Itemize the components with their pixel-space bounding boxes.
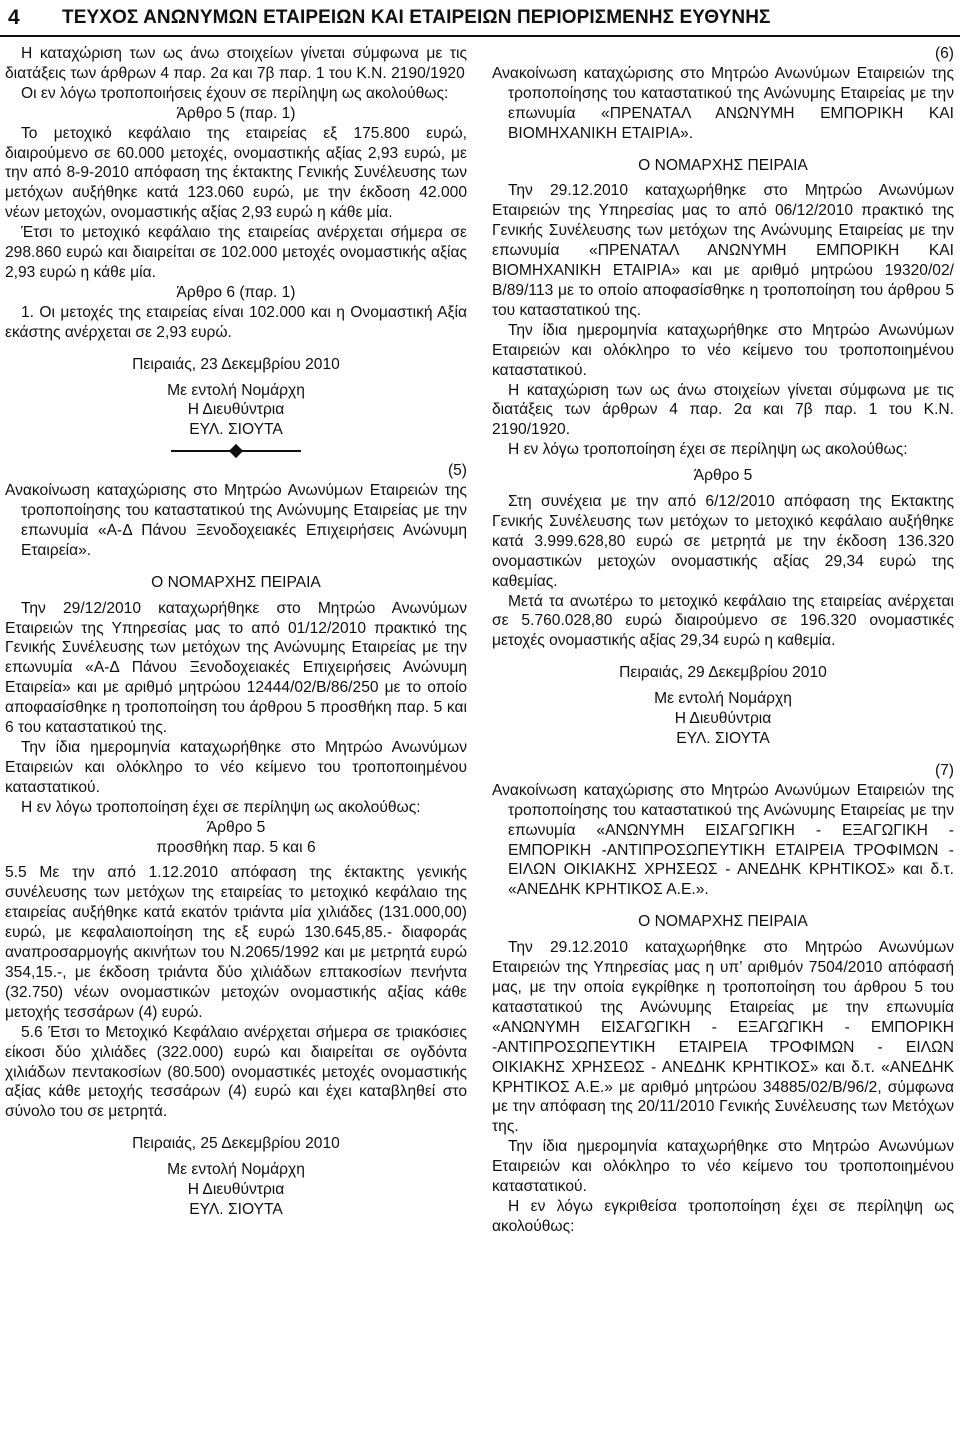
signature-title: Η Διευθύντρια	[187, 401, 285, 419]
announcement-number: (5)	[447, 462, 467, 480]
paragraph: 5.5 Με την από 1.12.2010 απόφαση της έκτακτης γενικής συνέλευσης των μετόχων της εταιρείας το μετοχικό κεφάλαιο της εταιρείας αυξήθηκε κατά εκατόν τριάντα μία χιλιάδες (131.000,00) ευρώ, με κεφαλαιοποίηση της εξ ευρώ 130.645,85.- διαφοράς αναπροσαρμογής ακινήτων του Ν.2065/1992 και με μετρητά ευρώ 354,15.-, με έκδοση τριάντα δύο χιλιάδων επτακοσίων πενήντα (32.750) νέων ονομαστικών μετοχών ονομαστικής αξίας κάθε μετοχής τεσσάρων (4) ευρώ.	[5, 864, 467, 1021]
paragraph: Έτσι το μετοχικό κεφάλαιο της εταιρείας ανέρχεται σήμερα σε 298.860 ευρώ και διαιρείται σε 102.000 μετοχές ονομαστικής αξίας 2,93 ευρώ η κάθε μία.	[5, 224, 467, 281]
page-header	[8, 3, 952, 33]
article-heading: Άρθρο 6 (παρ. 1)	[176, 283, 296, 301]
paragraph: Την 29.12.2010 καταχωρήθηκε στο Μητρώο Ανωνύμων Εταιρειών της Υπηρεσίας μας το από 06/12/2010 πρακτικό της Γενικής Συνέλευσης των μετόχων της Ανώνυμης Εταιρείας με την επωνυμία «ΠΡΕΝΑΤΑΛ ΑΝΩΝΥΜΗ ΕΜΠΟΡΙΚΗ ΚΑΙ ΒΙΟΜΗΧΑΝΙΚΗ ΕΤΑΙΡΙΑ» και με αριθμό μητρώου 19320/02/Β/89/113 με το οποίο αποφασίσθηκε η τροποποίηση του άρθρου 5 του καταστατικού της.	[492, 182, 954, 319]
article-heading: Άρθρο 5 (παρ. 1)	[176, 104, 296, 122]
paragraph: Την ίδια ημερομηνία καταχωρήθηκε στο Μητρώο Ανωνύμων Εταιρειών και ολόκληρο το νέο κείμενο του τροποποιημένου καταστατικού.	[492, 1138, 954, 1196]
announcement-title: Ανακοίνωση καταχώρισης στο Μητρώο Ανωνύμων Εταιρειών της τροποποίησης του καταστατικού της Ανώνυμης Εταιρείας με την επωνυμία «ΑΝΩΝΥΜΗ ΕΙΣΑΓΩΓΙΚΗ - ΕΞΑΓΩΓΙΚΗ - ΕΜΠΟΡΙΚΗ -ΑΝΤΙΠΡΟΣΩΠΕΥΤΙΚΗ ΕΤΑΙΡΕΙΑ ΤΡΟΦΙΜΩΝ - ΕΙΛΩΝ ΟΙΚΙΑΚΗΣ ΧΡΗΣΕΩΣ - ΑΝΕΔΗΚ ΚΡΗΤΙΚΟΣ» και δ.τ. «ΑΝΕΔΗΚ ΚΡΗΤΙΚΟΣ Α.Ε.».	[492, 781, 954, 899]
diamond-ornament-icon	[229, 444, 243, 458]
announcement-number: (7)	[934, 761, 954, 779]
signature-line: Με εντολή Νομάρχη	[654, 690, 792, 708]
paragraph: Το μετοχικό κεφάλαιο της εταιρείας εξ 175.800 ευρώ, διαιρούμενο σε 60.000 μετοχές, ονομαστικής αξίας 2,93 ευρώ, με την από 8-9-2010 απόφαση της έκτακτης Γενικής Συνέλευσης των μετόχων αυξήθηκε κατά 123.060 ευρώ, με την έκδοση 42.000 νέων μετοχών, ονομαστικής αξίας 2,93 ευρώ η κάθε μία.	[5, 124, 467, 222]
paragraph: Την 29/12/2010 καταχωρήθηκε στο Μητρώο Ανωνύμων Εταιρειών της Υπηρεσίας μας το από 01/12/2010 πρακτικό της Γενικής Συνέλευσης των μετόχων της Ανώνυμης Εταιρείας με την επωνυμία «Α-Δ Πάνου Ξενοδοχειακές Επιχειρήσεις Ανώνυμη Εταιρεία» και με αριθμό μητρώου 12444/02/Β/86/250 με το οποίο αποφασίσθηκε η τροποποίηση του άρθρου 5 προσθήκη παρ. 5 και 6 του καταστατικού της.	[5, 599, 467, 737]
place-date: Πειραιάς, 29 Δεκεμβρίου 2010	[619, 664, 827, 682]
page-number: 4	[8, 6, 20, 29]
article-subheading: προσθήκη παρ. 5 και 6	[156, 838, 316, 856]
signature-title: Η Διευθύντρια	[674, 710, 772, 728]
signature-name: ΕΥΛ. ΣΙΟΥΤΑ	[189, 1200, 283, 1218]
place-date: Πειραιάς, 25 Δεκεμβρίου 2010	[132, 1135, 340, 1153]
right-column	[492, 44, 954, 1237]
gazette-issue-title: ΤΕΥΧΟΣ ΑΝΩΝΥΜΩΝ ΕΤΑΙΡΕΙΩΝ ΚΑΙ ΕΤΑΙΡΕΙΩΝ ΠΕΡΙΟΡΙΣΜΕΝΗΣ ΕΥΘΥΝΗΣ	[62, 7, 771, 28]
signature-title: Η Διευθύντρια	[187, 1181, 285, 1199]
paragraph: 5.6 Έτσι το Μετοχικό Κεφάλαιο ανέρχεται σήμερα σε τριακόσιες είκοσι δύο χιλιάδες (322.000) ευρώ και διαιρείται σε ογδόντα χιλιάδων πεντακοσίων (80.500) ονομαστικές μετοχές ονομαστικής αξίας κάθε μετοχής τεσσάρων (4) ευρώ και έχει καταβληθεί στο σύνολο του σε μετρητά.	[5, 1023, 467, 1121]
signature-name: ΕΥΛ. ΣΙΟΥΤΑ	[189, 421, 283, 439]
paragraph: Την 29.12.2010 καταχωρήθηκε στο Μητρώο Ανωνύμων Εταιρειών της Υπηρεσίας μας η υπ’ αριθμόν 7504/2010 απόφασή μας, με την οποία εγκρίθηκε η τροποποίηση του άρθρου 5 του καταστατικού της Ανώνυμης Εταιρείας με την επωνυμία «ΑΝΩΝΥΜΗ ΕΙΣΑΓΩΓΙΚΗ - ΕΞΑΓΩΓΙΚΗ - ΕΜΠΟΡΙΚΗ -ΑΝΤΙΠΡΟΣΩΠΕΥΤΙΚΗ ΕΤΑΙΡΕΙΑ ΤΡΟΦΙΜΩΝ - ΕΙΛΩΝ ΟΙΚΙΑΚΗΣ ΧΡΗΣΕΩΣ - ΑΝΕΔΗΚ ΚΡΗΤΙΚΟΣ» και δ.τ. «ΑΝΕΔΗΚ ΚΡΗΤΙΚΟΣ Α.Ε.» με αριθμό μητρώου 34885/02/Β/96/2, σύμφωνα με την απόφαση της 20/11/2010 Γενικής Συνέλευσης των Μετόχων της.	[492, 939, 954, 1136]
announcement-number: (6)	[934, 45, 954, 62]
article-heading: Άρθρο 5	[206, 818, 266, 836]
paragraph: Η εν λόγω εγκριθείσα τροποποίηση έχει σε περίληψη ως ακολούθως:	[492, 1197, 954, 1235]
signature-name: ΕΥΛ. ΣΙΟΥΤΑ	[676, 730, 770, 747]
paragraph: Μετά τα ανωτέρω το μετοχικό κεφάλαιο της εταιρείας ανέρχεται σε 5.760.028,80 ευρώ διαιρούμενο σε 196.320 ονομαστικές μετοχές ονομαστικής αξίας 29,34 ευρώ η καθεμία.	[492, 592, 954, 650]
paragraph: Η εν λόγω τροποποίηση έχει σε περίληψη ως ακολούθως:	[508, 441, 908, 459]
announcement-title: Ανακοίνωση καταχώρισης στο Μητρώο Ανωνύμων Εταιρειών της τροποποίησης του καταστατικού της Ανώνυμης Εταιρείας με την επωνυμία «ΠΡΕΝΑΤΑΛ ΑΝΩΝΥΜΗ ΕΜΠΟΡΙΚΗ ΚΑΙ ΒΙΟΜΗΧΑΝΙΚΗ ΕΤΑΙΡΙΑ».	[492, 64, 954, 142]
paragraph: Την ίδια ημερομηνία καταχωρήθηκε στο Μητρώο Ανωνύμων Εταιρειών και ολόκληρο το νέο κείμενο του τροποποιημένου καταστατικού.	[492, 321, 954, 379]
prefect-heading: Ο ΝΟΜΑΡΧΗΣ ΠΕΙΡΑΙΑ	[151, 573, 321, 591]
header-rule	[0, 35, 960, 37]
paragraph: Η καταχώριση των ως άνω στοιχείων γίνεται σύμφωνα με τις διατάξεις των άρθρων 4 παρ. 2α και 7β παρ. 1 του Κ.Ν. 2190/1920	[5, 45, 467, 82]
signature-line: Με εντολή Νομάρχη	[167, 381, 305, 399]
section-divider	[171, 444, 301, 458]
place-date: Πειραιάς, 23 Δεκεμβρίου 2010	[132, 355, 340, 373]
signature-line: Με εντολή Νομάρχη	[167, 1161, 305, 1179]
prefect-heading: Ο ΝΟΜΑΡΧΗΣ ΠΕΙΡΑΙΑ	[638, 156, 808, 174]
announcement-title: Ανακοίνωση καταχώρισης στο Μητρώο Ανωνύμων Εταιρειών της τροποποίησης του καταστατικού της Ανώνυμης Εταιρείας με την επωνυμία «Α-Δ Πάνου Ξενοδοχειακές Επιχειρήσεις Ανώνυμη Εταιρεία».	[5, 482, 467, 559]
paragraph: 1. Οι μετοχές της εταιρείας είναι 102.000 και η Ονομαστική Αξία εκάστης ανέρχεται σε 2,93 ευρώ.	[5, 303, 467, 341]
article-heading: Άρθρο 5	[693, 467, 753, 485]
paragraph: Στη συνέχεια με την από 6/12/2010 απόφαση της Εκτακτης Γενικής Συνέλευσης των μετόχων το μετοχικό κεφάλαιο αυξήθηκε κατά 3.999.628,80 ευρώ σε μετρητά με την έκδοση 136.320 ονομαστικών μετοχών ονομαστικής αξίας 29,34 ευρώ της καθεμίας.	[492, 493, 954, 590]
prefect-heading: Ο ΝΟΜΑΡΧΗΣ ΠΕΙΡΑΙΑ	[638, 913, 808, 931]
paragraph: Οι εν λόγω τροποποιήσεις έχουν σε περίληψη ως ακολούθως:	[21, 84, 449, 102]
paragraph: Η εν λόγω τροποποίηση έχει σε περίληψη ως ακολούθως:	[21, 798, 421, 816]
left-column	[5, 44, 467, 1220]
paragraph: Την ίδια ημερομηνία καταχωρήθηκε στο Μητρώο Ανωνύμων Εταιρειών και ολόκληρο το νέο κείμενο του τροποποιημένου καταστατικού.	[5, 739, 467, 796]
paragraph: Η καταχώριση των ως άνω στοιχείων γίνεται σύμφωνα με τις διατάξεις των άρθρων 4 παρ. 2α και 7β παρ. 1 του Κ.Ν. 2190/1920.	[492, 381, 954, 439]
